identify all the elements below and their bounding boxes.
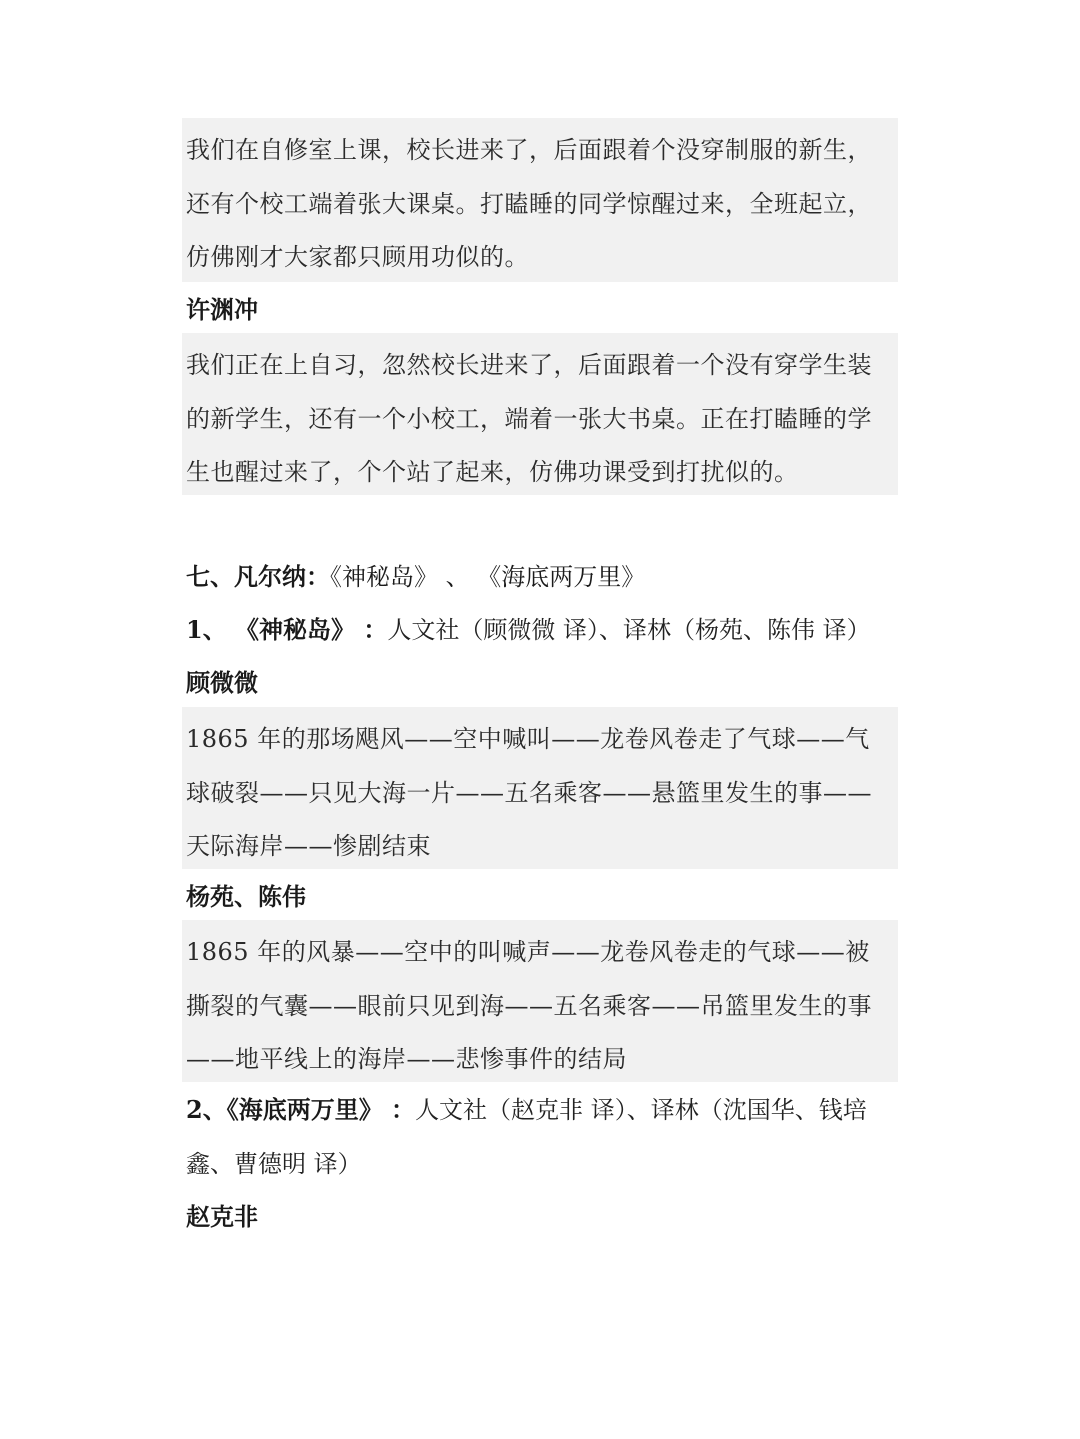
section-title-prefix: 七、凡尔纳： — [186, 562, 330, 591]
passage-text: 1865 年的风暴——空中的叫喊声——龙卷风卷走的气球——被撕裂的气囊——眼前只见到海——五名乘客——吊篮里发生的事——地平线上的海岸——悲惨事件的结局 — [186, 938, 872, 1073]
translator-name-heading — [182, 1190, 898, 1244]
book-item-2 — [182, 1083, 898, 1191]
translator-name-heading — [182, 870, 898, 924]
passage-text: 我们正在上自习，忽然校长进来了，后面跟着一个没有穿学生装的新学生，还有一个小校工，端着一张大书桌。正在打瞌睡的学生也醒过来了，个个站了起来，仿佛功课受到打扰似的。 — [186, 351, 872, 486]
book-item-title: 2、《海底两万里》 ： — [186, 1095, 416, 1124]
quote-passage-4 — [182, 920, 898, 1082]
quote-passage-1 — [182, 118, 898, 282]
translator-name-heading — [182, 656, 898, 710]
translator-name: 许渊冲 — [186, 295, 258, 324]
quote-passage-2 — [182, 333, 898, 495]
book-item-publishers: 人文社（顾微微 译）、译林（杨苑、陈伟 译） — [387, 616, 871, 644]
translator-name: 顾微微 — [186, 668, 258, 697]
translator-name-heading — [182, 283, 898, 337]
book-item-1 — [182, 603, 898, 658]
section-heading — [182, 550, 898, 605]
book-item-publishers: 人文社（赵克非 译）、译林（沈国华、钱培鑫、曹德明 译） — [186, 1096, 867, 1178]
section-title-books: 《神秘岛》 、 《海底两万里》 — [330, 563, 646, 591]
translator-name: 杨苑、陈伟 — [186, 882, 306, 911]
translator-name: 赵克非 — [186, 1202, 258, 1231]
book-item-title: 1、 《神秘岛》 ： — [186, 615, 388, 644]
passage-text: 我们在自修室上课，校长进来了，后面跟着个没穿制服的新生，还有个校工端着张大课桌。打瞌睡的同学惊醒过来，全班起立，仿佛刚才大家都只顾用功似的。 — [186, 136, 872, 271]
quote-passage-3 — [182, 707, 898, 869]
passage-text: 1865 年的那场飓风——空中喊叫——龙卷风卷走了气球——气球破裂——只见大海一片——五名乘客——悬篮里发生的事——天际海岸——惨剧结束 — [186, 725, 872, 860]
